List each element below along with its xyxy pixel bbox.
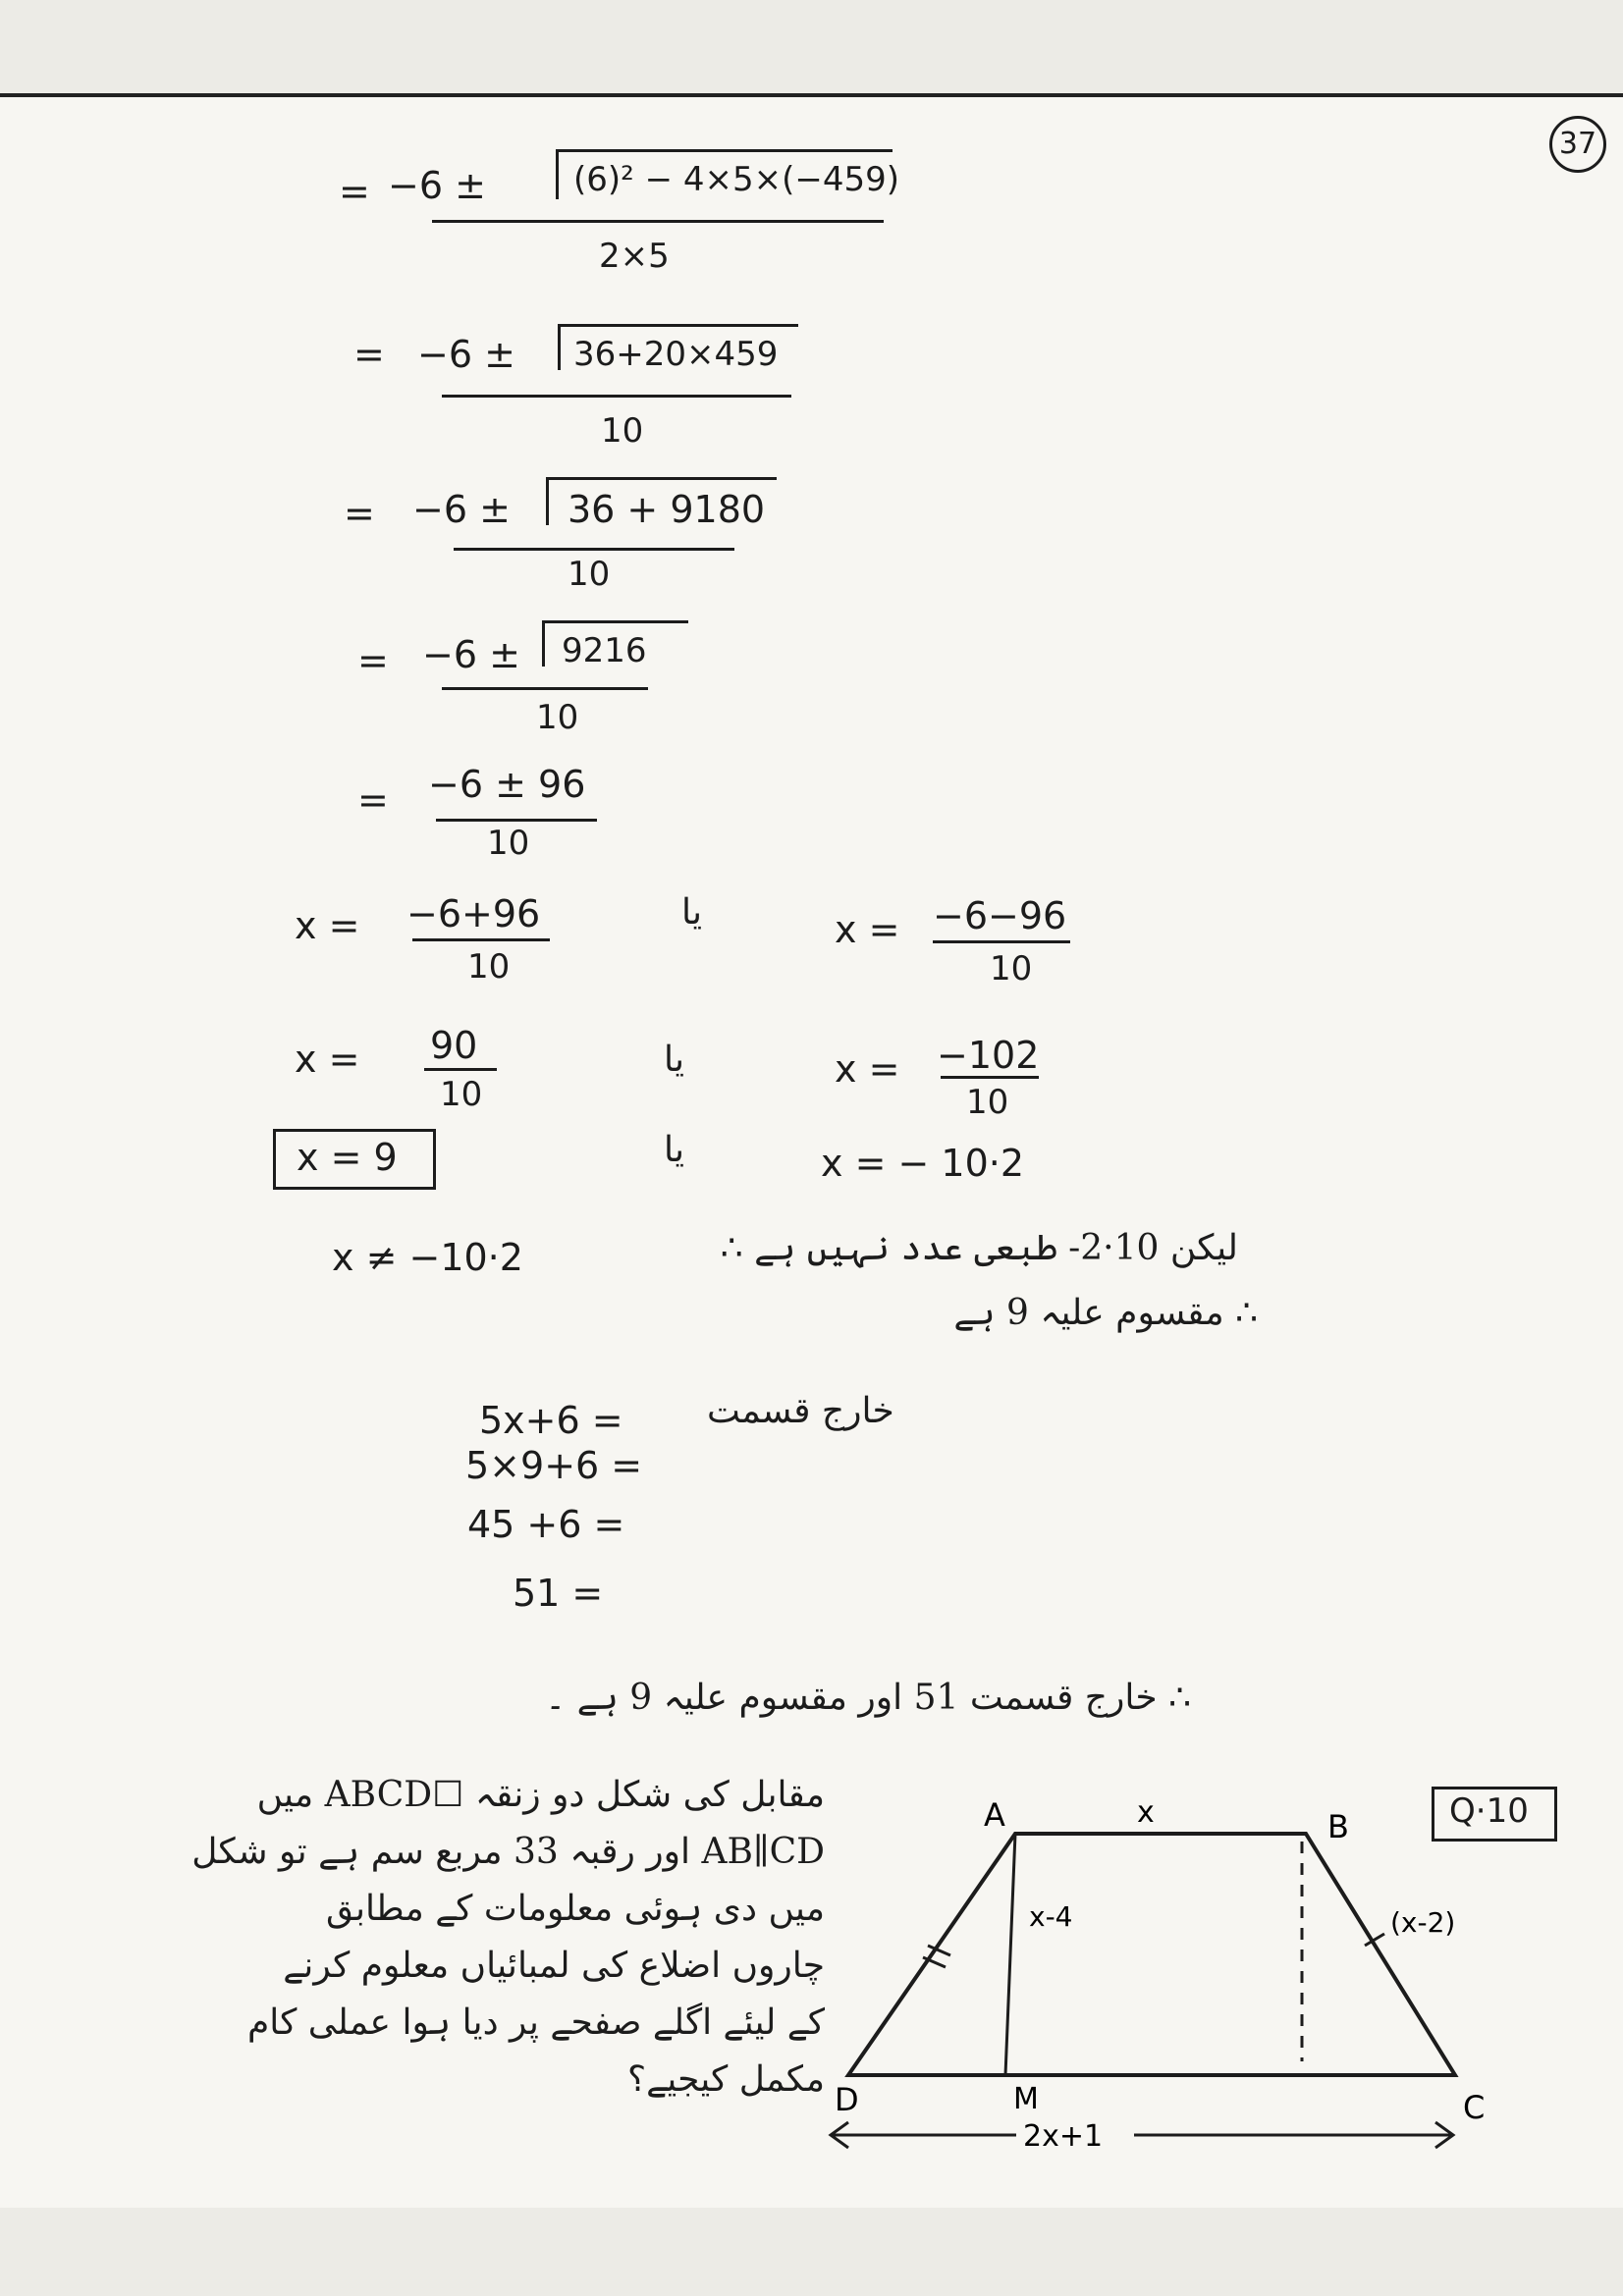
question-line: کے لیئے اگلے صفحے پر دیا ہوا عملی کام bbox=[246, 2002, 825, 2043]
radicand: (6)² − 4×5×(−459) bbox=[573, 160, 900, 199]
lhs-left: x = bbox=[295, 1038, 360, 1081]
conclusion-urdu-line1: لیکن 10·2- طبعی عدد نہیں ہے ∴ bbox=[720, 1228, 1238, 1268]
fraction-bar bbox=[436, 819, 597, 822]
quotient-line: 5×9+6 = bbox=[465, 1444, 643, 1487]
rejected-root: x = − 10·2 bbox=[821, 1142, 1025, 1185]
numerator: −6 ± 96 bbox=[428, 763, 586, 806]
vertex-label-m: M bbox=[1013, 2082, 1039, 2116]
radicand: 36 + 9180 bbox=[568, 488, 766, 531]
vertex-label-a: A bbox=[984, 1796, 1005, 1834]
denominator: 10 bbox=[601, 411, 644, 451]
numerator-prefix: −6 ± bbox=[422, 633, 520, 676]
fraction-bar bbox=[442, 687, 648, 690]
conclusion-urdu-line2: ∴ مقسوم علیہ 9 ہے bbox=[953, 1293, 1258, 1333]
fraction-bar bbox=[442, 395, 791, 398]
numerator-right: −6−96 bbox=[933, 894, 1067, 937]
numerator-prefix: −6 ± bbox=[412, 488, 511, 531]
denominator: 10 bbox=[487, 824, 530, 863]
conclusion-math: x ≠ −10·2 bbox=[332, 1236, 523, 1279]
trapezium-outline bbox=[848, 1834, 1455, 2075]
fraction-bar bbox=[941, 1076, 1039, 1079]
fraction-bar bbox=[933, 940, 1070, 943]
numerator-left: −6+96 bbox=[406, 892, 541, 935]
denominator-left: 10 bbox=[440, 1075, 483, 1114]
numerator-left: 90 bbox=[430, 1024, 478, 1067]
numerator-prefix: −6 ± bbox=[417, 333, 515, 376]
lhs-right: x = bbox=[835, 1047, 900, 1091]
equals-sign: = bbox=[344, 492, 375, 535]
base-label: 2x+1 bbox=[1023, 2119, 1104, 2154]
denominator: 2×5 bbox=[599, 237, 670, 276]
question-number: Q·10 bbox=[1449, 1791, 1529, 1831]
radicand: 9216 bbox=[562, 631, 647, 670]
boxed-answer-text: x = 9 bbox=[297, 1136, 398, 1179]
equals-sign: = bbox=[357, 639, 389, 682]
denominator: 10 bbox=[568, 555, 611, 594]
right-side-label: (x-2) bbox=[1390, 1906, 1456, 1939]
page-number: 37 bbox=[1549, 116, 1606, 173]
question-line: مکمل کیجیے؟ bbox=[627, 2059, 825, 2100]
fraction-bar bbox=[454, 548, 734, 551]
denominator: 10 bbox=[536, 698, 579, 737]
fraction-bar bbox=[432, 220, 884, 223]
denominator-right: 10 bbox=[990, 949, 1033, 988]
equals-sign: = bbox=[357, 778, 389, 822]
denominator-right: 10 bbox=[966, 1083, 1009, 1122]
or-word: یا bbox=[664, 1130, 684, 1170]
quotient-line: 51 = bbox=[513, 1572, 604, 1615]
final-answer: ∴ خارج قسمت 51 اور مقسوم علیہ 9 ہے ۔ bbox=[545, 1678, 1191, 1718]
trapezium-figure bbox=[815, 1777, 1502, 2169]
question-line: میں دی ہوئی معلومات کے مطابق bbox=[325, 1889, 825, 1929]
quotient-label: خارج قسمت bbox=[707, 1391, 894, 1431]
vertex-label-c: C bbox=[1463, 2089, 1486, 2126]
radicand: 36+20×459 bbox=[573, 335, 779, 374]
question-line: AB∥CD اور رقبہ 33 مربع سم ہے تو شکل bbox=[191, 1832, 825, 1872]
numerator-right: −102 bbox=[937, 1034, 1040, 1077]
height-label: x-4 bbox=[1029, 1900, 1073, 1933]
lhs-right: x = bbox=[835, 908, 900, 951]
question-line: مقابل کی شکل دو زنقہ ☐ABCD میں bbox=[256, 1775, 825, 1815]
equals-sign: = bbox=[353, 333, 385, 376]
equals-sign: = bbox=[339, 170, 370, 213]
height-line-AM bbox=[1005, 1834, 1015, 2075]
lhs-left: x = bbox=[295, 904, 360, 947]
question-text bbox=[98, 1767, 825, 2109]
numerator-prefix: −6 ± bbox=[388, 164, 486, 207]
or-word: یا bbox=[664, 1040, 684, 1080]
or-word: یا bbox=[681, 892, 702, 933]
denominator-left: 10 bbox=[467, 947, 511, 987]
top-side-label: x bbox=[1137, 1795, 1155, 1830]
quotient-line: 5x+6 = bbox=[479, 1399, 623, 1442]
vertex-label-b: B bbox=[1327, 1808, 1349, 1845]
vertex-label-d: D bbox=[835, 2081, 859, 2118]
fraction-bar bbox=[412, 938, 550, 941]
fraction-bar bbox=[424, 1068, 497, 1071]
question-line: چاروں اضلاع کی لمبائیاں معلوم کرنے bbox=[283, 1946, 825, 1986]
quotient-line: 45 +6 = bbox=[467, 1503, 625, 1546]
